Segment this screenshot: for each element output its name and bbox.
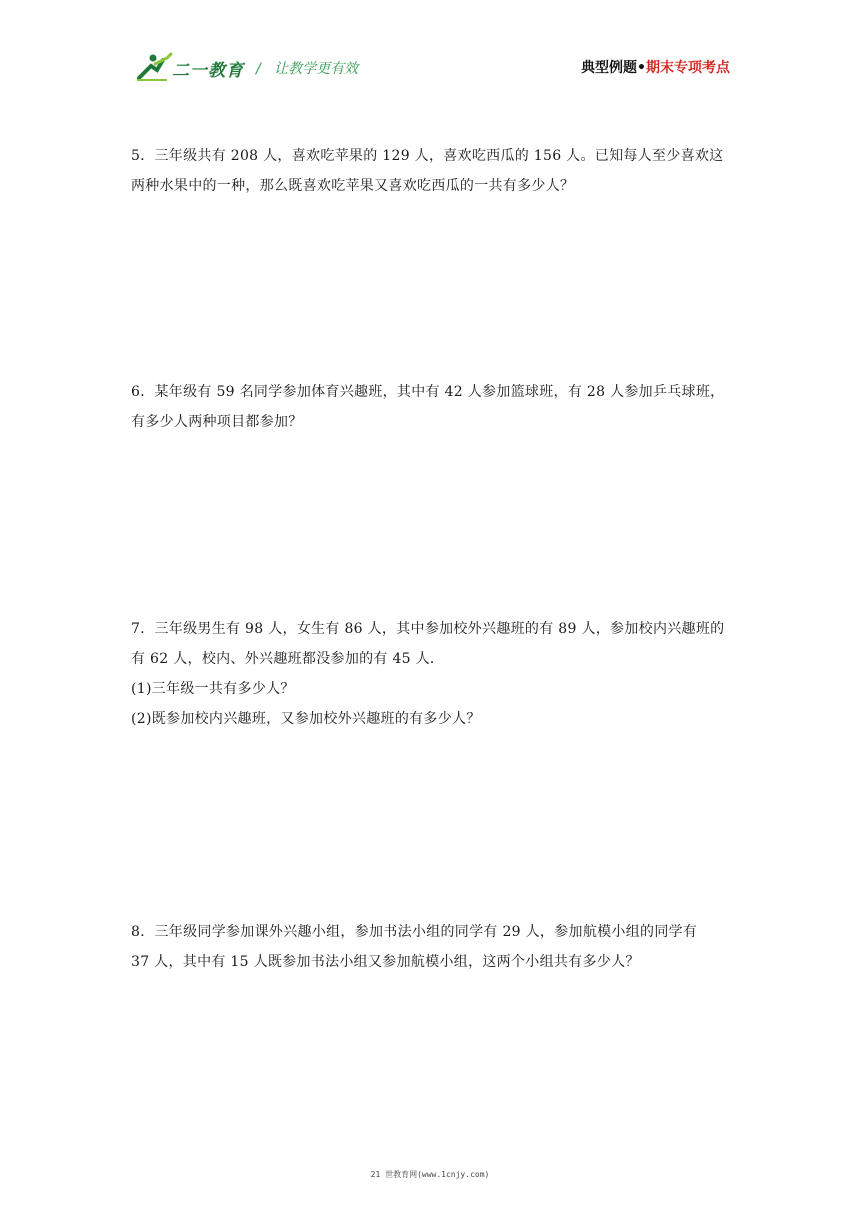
header-category xyxy=(581,57,730,77)
question-5 xyxy=(131,141,731,201)
page-header xyxy=(0,0,860,100)
question-subpart: (2)既参加校内兴趣班，又参加校外兴趣班的有多少人？ xyxy=(131,711,481,727)
question-line: 7．三年级男生有 98 人，女生有 86 人，其中参加校外兴趣班的有 89 人，参加校内兴趣班的 xyxy=(131,621,725,637)
question-subpart: (1)三年级一共有多少人？ xyxy=(131,681,295,697)
brand-name: 二一教育 xyxy=(172,61,244,81)
question-8 xyxy=(131,917,731,977)
question-line: 8．三年级同学参加课外兴趣小组，参加书法小组的同学有 29 人，参加航模小组的同学有 xyxy=(131,924,698,940)
brand-slogan xyxy=(256,58,358,78)
slogan-separator: / xyxy=(256,61,261,77)
question-line: 有 62 人，校内、外兴趣班都没参加的有 45 人． xyxy=(131,651,445,667)
question-line: 两种水果中的一种，那么既喜欢吃苹果又喜欢吃西瓜的一共有多少人？ xyxy=(131,178,575,194)
page-footer: 21 世教育网(www.1cnjy.com) xyxy=(370,1170,490,1179)
question-6 xyxy=(131,377,731,437)
question-line: 有多少人两种项目都参加？ xyxy=(131,414,303,430)
question-line: 37 人，其中有 15 人既参加书法小组又参加航模小组，这两个小组共有多少人？ xyxy=(131,954,640,970)
question-line: 5．三年级共有 208 人，喜欢吃苹果的 129 人，喜欢吃西瓜的 156 人。已知每人至少喜欢这 xyxy=(131,148,724,164)
question-line: 6．某年级有 59 名同学参加体育兴趣班，其中有 42 人参加篮球班，有 28 人参加乒乓球班， xyxy=(131,384,725,400)
question-7 xyxy=(131,614,731,734)
category-highlight: 期末专项考点 xyxy=(646,60,730,76)
category-label: 典型例题• xyxy=(581,60,646,76)
slogan-text: 让教学更有效 xyxy=(274,61,359,77)
